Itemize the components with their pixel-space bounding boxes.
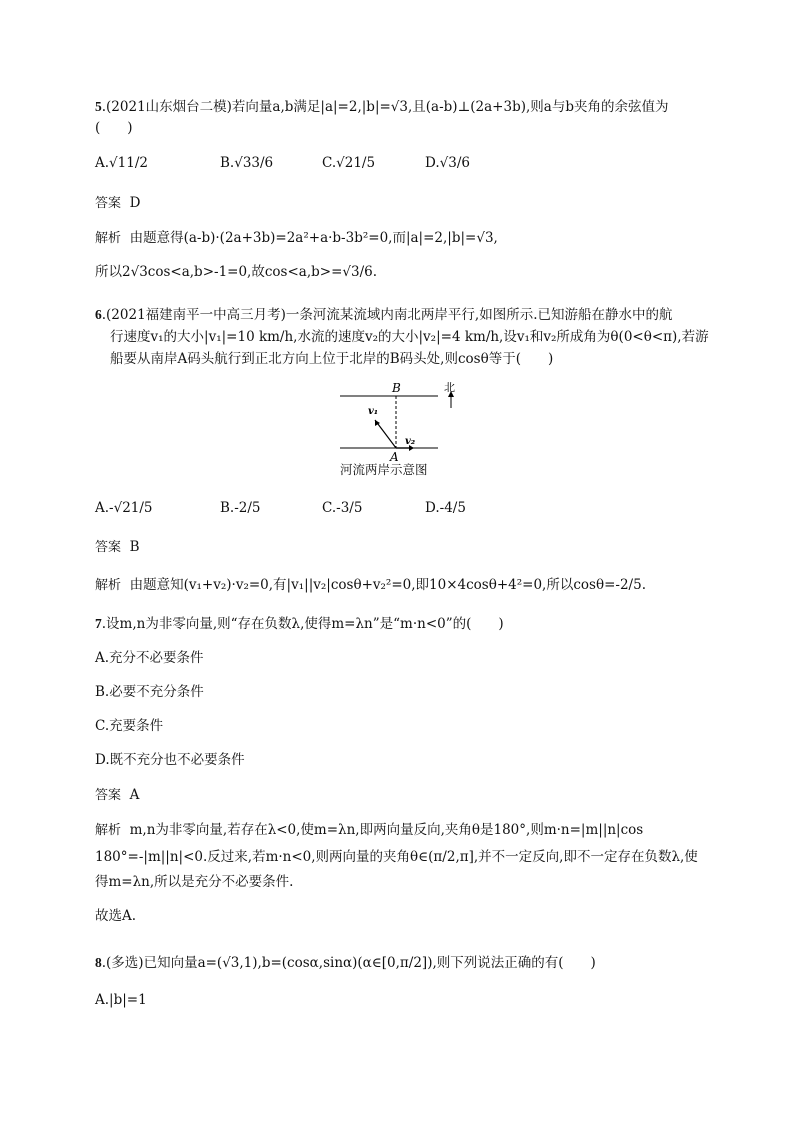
q6-stem-line2: 行速度v₁的大小|v₁|=10 km/h,水流的速度v₂的大小|v₂|=4 km/h,设v₁和v₂所成角为θ(0<θ<π),若游: [110, 329, 709, 345]
answer-label: 答案: [95, 540, 122, 555]
river-diagram: [330, 378, 470, 462]
q8-number: 8: [95, 955, 102, 970]
q6-analysis-line1: [95, 575, 646, 596]
q8-option-a: A.|b|=1: [95, 992, 147, 1008]
q6-analysis-text1: 由题意知(v₁+v₂)·v₂=0,有|v₁||v₂|cosθ+v₂²=0,即10×4cosθ+4²=0,所以cosθ=-2/5.: [129, 577, 646, 593]
q7-analysis-line3: 得m=λn,所以是充分不必要条件.: [95, 874, 294, 890]
q7-analysis-line1: [95, 820, 643, 841]
q5-option-a: A.√11/2: [95, 155, 148, 171]
q7-answer-value: A: [129, 787, 140, 803]
q7-option-d: D.既不充分也不必要条件: [95, 752, 245, 768]
q7-option-b: B.必要不充分条件: [95, 684, 204, 700]
label-v2: v₂: [405, 436, 416, 447]
q7-analysis-line4: 故选A.: [95, 908, 137, 924]
q5-answer-value: D: [129, 195, 141, 211]
v1-arrow: [375, 420, 396, 448]
q6-answer: [95, 537, 140, 558]
answer-label: 答案: [95, 196, 122, 211]
q5-stem-line1: [95, 97, 668, 117]
label-north: 北: [444, 381, 455, 394]
q6-stem-text: .(2021福建南平一中高三月考)一条河流某流域内南北两岸平行,如图所示.已知游船在静水中的航: [101, 307, 673, 323]
analysis-label: 解析: [95, 231, 122, 246]
q5-analysis-line2: 所以2√3cos<a,b>-1=0,故cos<a,b>=√3/6.: [95, 264, 377, 280]
q6-stem-line1: [95, 305, 673, 325]
q7-analysis-line2: 180°=-|m||n|<0.反过来,若m·n<0,则两向量的夹角θ∈(π/2,π],并不一定反向,即不一定存在负数λ,使: [95, 849, 698, 865]
q6-number: 6: [95, 307, 102, 322]
label-a: A: [390, 450, 399, 462]
q7-option-a: A.充分不必要条件: [95, 650, 204, 666]
q6-answer-value: B: [129, 539, 140, 555]
q7-option-c: C.充要条件: [95, 718, 164, 734]
q6-option-b: B.-2/5: [220, 500, 261, 516]
q5-stem-line2: ( ): [95, 120, 133, 136]
q5-analysis-line1: [95, 228, 498, 249]
answer-label: 答案: [95, 788, 122, 803]
q5-stem-text: .(2021山东烟台二模)若向量a,b满足|a|=2,|b|=√3,且(a-b)⊥(2a+3b),则a与b夹角的余弦值为: [101, 99, 669, 115]
q5-option-b: B.√33/6: [220, 155, 274, 171]
q8-stem-text: .(多选)已知向量a=(√3,1),b=(cosα,sinα)(α∈[0,π/2]),则下列说法正确的有( ): [101, 955, 596, 971]
q7-stem-text: .设m,n为非零向量,则“存在负数λ,使得m=λn”是“m·n<0”的( ): [101, 616, 504, 632]
q7-analysis-text1: m,n为非零向量,若存在λ<0,使m=λn,即两向量反向,夹角θ是180°,则m·n=|m||n|cos: [129, 822, 644, 838]
q5-option-c: C.√21/5: [322, 155, 376, 171]
q6-option-c: C.-3/5: [322, 500, 363, 516]
q5-number: 5: [95, 99, 102, 114]
q5-option-d: D.√3/6: [425, 155, 470, 171]
figure-caption: 河流两岸示意图: [340, 462, 428, 477]
q5-answer: [95, 193, 140, 214]
analysis-label: 解析: [95, 823, 122, 838]
q6-option-d: D.-4/5: [425, 500, 466, 516]
q8-stem-line1: [95, 953, 596, 973]
q6-stem-line3: 船要从南岸A码头航行到正北方向上位于北岸的B码头处,则cosθ等于( ): [110, 351, 554, 367]
analysis-label: 解析: [95, 578, 122, 593]
label-v1: v₁: [368, 406, 379, 417]
q7-stem-line1: [95, 614, 504, 634]
label-b: B: [392, 381, 401, 395]
q5-analysis-text1: 由题意得(a-b)·(2a+3b)=2a²+a·b-3b²=0,而|a|=2,|b|=√3,: [129, 230, 498, 246]
q7-answer: [95, 785, 139, 806]
q6-option-a: A.-√21/5: [95, 500, 153, 516]
q7-number: 7: [95, 616, 102, 631]
